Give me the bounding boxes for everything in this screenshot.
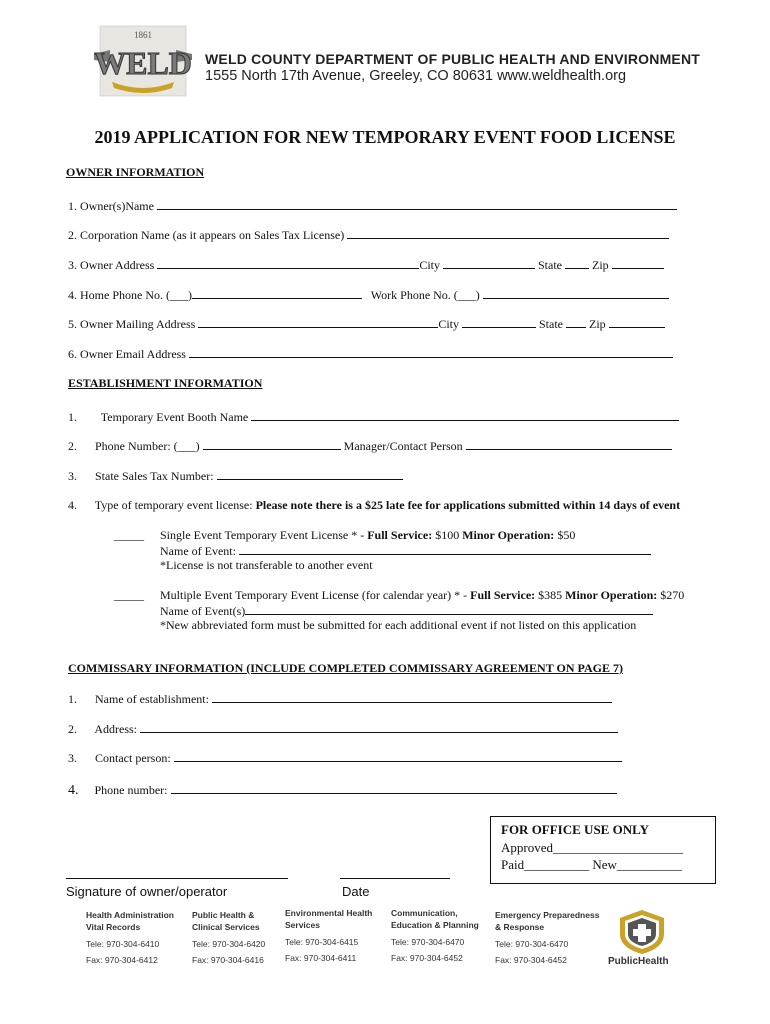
commissary-address-label: Address: <box>94 722 138 736</box>
phone-row <box>68 287 669 303</box>
license-type-row <box>68 498 680 513</box>
commissary-name-label: Name of establishment: <box>95 692 209 706</box>
mailing-state-field[interactable] <box>566 316 586 328</box>
home-phone-label: 4. Home Phone No. (___) <box>68 288 192 302</box>
single-event-option <box>160 528 575 543</box>
owner-section-heading: OWNER INFORMATION <box>66 165 205 179</box>
commissary-address-number: 2. <box>68 722 77 736</box>
single-event-blank[interactable]: _____ <box>114 528 144 542</box>
email-row <box>68 346 673 362</box>
footer-col-4-title-2: Education & Planning <box>391 920 479 930</box>
footer-clinical <box>192 909 265 965</box>
footer-col-1-title-2: Vital Records <box>86 922 141 932</box>
multi-event-option <box>160 588 684 603</box>
date-line[interactable] <box>340 878 450 879</box>
owner-name-label: 1. Owner(s)Name <box>68 199 154 213</box>
mailing-zip-field[interactable] <box>609 316 665 328</box>
est-phone-label: Phone Number: (___) <box>95 439 200 453</box>
footer-col-2-title-1: Public Health & <box>192 910 255 920</box>
single-event-label: Single Event Temporary Event License * - <box>160 528 368 542</box>
multi-minor-label: Minor Operation: <box>565 588 658 602</box>
footer-col-2-fax: Fax: 970-304-6416 <box>192 955 264 965</box>
commissary-address-row <box>68 721 618 737</box>
manager-label: Manager/Contact Person <box>343 439 463 453</box>
commissary-contact-field[interactable] <box>174 750 622 762</box>
mailing-label: 5. Owner Mailing Address <box>68 317 196 331</box>
corporation-label: 2. Corporation Name (as it appears on Sales Tax License) <box>68 228 345 242</box>
footer-communication <box>391 907 479 963</box>
booth-field[interactable] <box>251 409 679 421</box>
footer-health-admin <box>86 909 174 965</box>
footer-col-3-tele: Tele: 970-304-6415 <box>285 937 359 947</box>
owner-city-field[interactable] <box>443 257 535 269</box>
owner-city-label: City <box>419 258 440 272</box>
commissary-name-number: 1. <box>68 692 77 706</box>
email-label: 6. Owner Email Address <box>68 347 186 361</box>
home-phone-field[interactable] <box>192 287 362 299</box>
document-title: 2019 APPLICATION FOR NEW TEMPORARY EVENT FOOD LICENSE <box>94 127 676 147</box>
footer-col-4-title-1: Communication, <box>391 908 458 918</box>
department-address: 1555 North 17th Avenue, Greeley, CO 80631 www.weldhealth.org <box>205 68 627 84</box>
commissary-address-field[interactable] <box>140 721 618 733</box>
tax-number: 3. <box>68 469 77 483</box>
establishment-section-heading: ESTABLISHMENT INFORMATION <box>68 376 263 390</box>
mailing-field[interactable] <box>198 316 438 328</box>
multi-event-name-row <box>160 603 653 619</box>
commissary-contact-row <box>68 750 622 766</box>
single-minor-price: $50 <box>554 528 576 542</box>
footer-col-5-title-1: Emergency Preparedness <box>495 910 600 920</box>
department-name: WELD COUNTY DEPARTMENT OF PUBLIC HEALTH AND ENVIRONMENT <box>205 51 701 67</box>
footer-col-3-title-1: Environmental Health <box>285 908 373 918</box>
mailing-city-field[interactable] <box>462 316 536 328</box>
commissary-phone-field[interactable] <box>171 782 617 794</box>
multi-full-service-label: Full Service: <box>470 588 536 602</box>
commissary-phone-row <box>68 782 617 799</box>
commissary-contact-number: 3. <box>68 751 77 765</box>
office-use-box <box>490 816 716 884</box>
multi-event-name-label: Name of Event(s) <box>160 604 246 618</box>
footer-col-5-fax: Fax: 970-304-6452 <box>495 955 567 965</box>
public-health-logo <box>606 908 678 970</box>
footer-col-2-title-2: Clinical Services <box>192 922 260 932</box>
owner-state-label: State <box>538 258 562 272</box>
office-use-title: FOR OFFICE USE ONLY <box>501 822 649 837</box>
commissary-name-row <box>68 691 612 707</box>
est-phone-field[interactable] <box>203 438 341 450</box>
public-health-label: PublicHealth <box>608 956 669 967</box>
footer-col-1-title-1: Health Administration <box>86 910 174 920</box>
owner-state-field[interactable] <box>565 257 589 269</box>
signature-label: Signature of owner/operator <box>66 884 228 899</box>
booth-row <box>68 409 679 425</box>
single-event-note: *License is not transferable to another event <box>160 558 373 572</box>
office-paid-new[interactable]: Paid__________ New__________ <box>501 857 682 872</box>
owner-name-row <box>68 198 677 214</box>
logo-year: 1861 <box>134 30 152 40</box>
booth-number: 1. <box>68 410 77 424</box>
single-full-service-label: Full Service: <box>367 528 433 542</box>
manager-field[interactable] <box>466 438 672 450</box>
commissary-name-field[interactable] <box>212 691 612 703</box>
public-health-shield-icon <box>606 908 678 956</box>
owner-zip-field[interactable] <box>612 257 664 269</box>
footer-col-5-tele: Tele: 970-304-6470 <box>495 939 569 949</box>
mailing-city-label: City <box>438 317 459 331</box>
work-phone-label: Work Phone No. (___) <box>370 288 480 302</box>
corporation-row <box>68 227 669 243</box>
mailing-zip-label: Zip <box>589 317 606 331</box>
footer-emergency <box>495 909 599 965</box>
single-minor-label: Minor Operation: <box>462 528 555 542</box>
commissary-phone-label: Phone number: <box>94 783 168 797</box>
footer-col-1-tele: Tele: 970-304-6410 <box>86 939 160 949</box>
single-event-name-field[interactable] <box>239 543 651 555</box>
multi-event-label: Multiple Event Temporary Event License (for calendar year) * - <box>160 588 471 602</box>
owner-address-label: 3. Owner Address <box>68 258 155 272</box>
booth-label: Temporary Event Booth Name <box>100 410 249 424</box>
logo-text: WELD <box>94 45 192 81</box>
weld-county-logo <box>92 24 194 98</box>
commissary-contact-label: Contact person: <box>95 751 171 765</box>
date-label: Date <box>342 884 370 899</box>
multi-event-blank[interactable]: _____ <box>114 588 144 602</box>
footer-col-4-fax: Fax: 970-304-6452 <box>391 953 463 963</box>
multi-full-service-price: $385 <box>535 588 566 602</box>
work-phone-field[interactable] <box>483 287 669 299</box>
multi-event-name-field[interactable] <box>245 603 653 615</box>
footer-col-1-fax: Fax: 970-304-6412 <box>86 955 158 965</box>
footer-col-3-title-2: Services <box>285 920 320 930</box>
commissary-section-heading: COMMISSARY INFORMATION (INCLUDE COMPLETED COMMISSARY AGREEMENT ON PAGE 7) <box>68 661 623 675</box>
owner-address-field[interactable] <box>157 257 419 269</box>
late-fee-note: Please note there is a $25 late fee for applications submitted within 14 days of event <box>255 498 681 512</box>
multi-minor-price: $270 <box>657 588 685 602</box>
mailing-row <box>68 316 665 332</box>
corporation-field[interactable] <box>347 227 669 239</box>
owner-name-field[interactable] <box>157 198 677 210</box>
license-type-number: 4. <box>68 498 77 512</box>
footer-col-4-tele: Tele: 970-304-6470 <box>391 937 465 947</box>
signature-line[interactable] <box>66 878 288 879</box>
license-type-label: Type of temporary event license: <box>94 498 253 512</box>
mailing-state-label: State <box>539 317 563 331</box>
footer-col-5-title-2: & Response <box>495 922 545 932</box>
email-field[interactable] <box>189 346 673 358</box>
footer-environmental <box>285 907 372 963</box>
multi-event-note: *New abbreviated form must be submitted for each additional event if not listed on this application <box>160 618 637 632</box>
footer-col-3-fax: Fax: 970-304-6411 <box>285 953 357 963</box>
single-full-service-price: $100 <box>432 528 463 542</box>
tax-field[interactable] <box>217 468 403 480</box>
office-approved[interactable]: Approved____________________ <box>501 840 683 855</box>
single-event-name-label: Name of Event: <box>160 544 236 558</box>
est-phone-row <box>68 438 672 454</box>
tax-label: State Sales Tax Number: <box>95 469 214 483</box>
tax-row <box>68 468 403 484</box>
single-event-name-row <box>160 543 651 559</box>
owner-zip-label: Zip <box>592 258 609 272</box>
footer-col-2-tele: Tele: 970-304-6420 <box>192 939 266 949</box>
est-phone-number: 2. <box>68 439 77 453</box>
owner-address-row <box>68 257 664 273</box>
commissary-phone-number: 4. <box>68 783 79 798</box>
